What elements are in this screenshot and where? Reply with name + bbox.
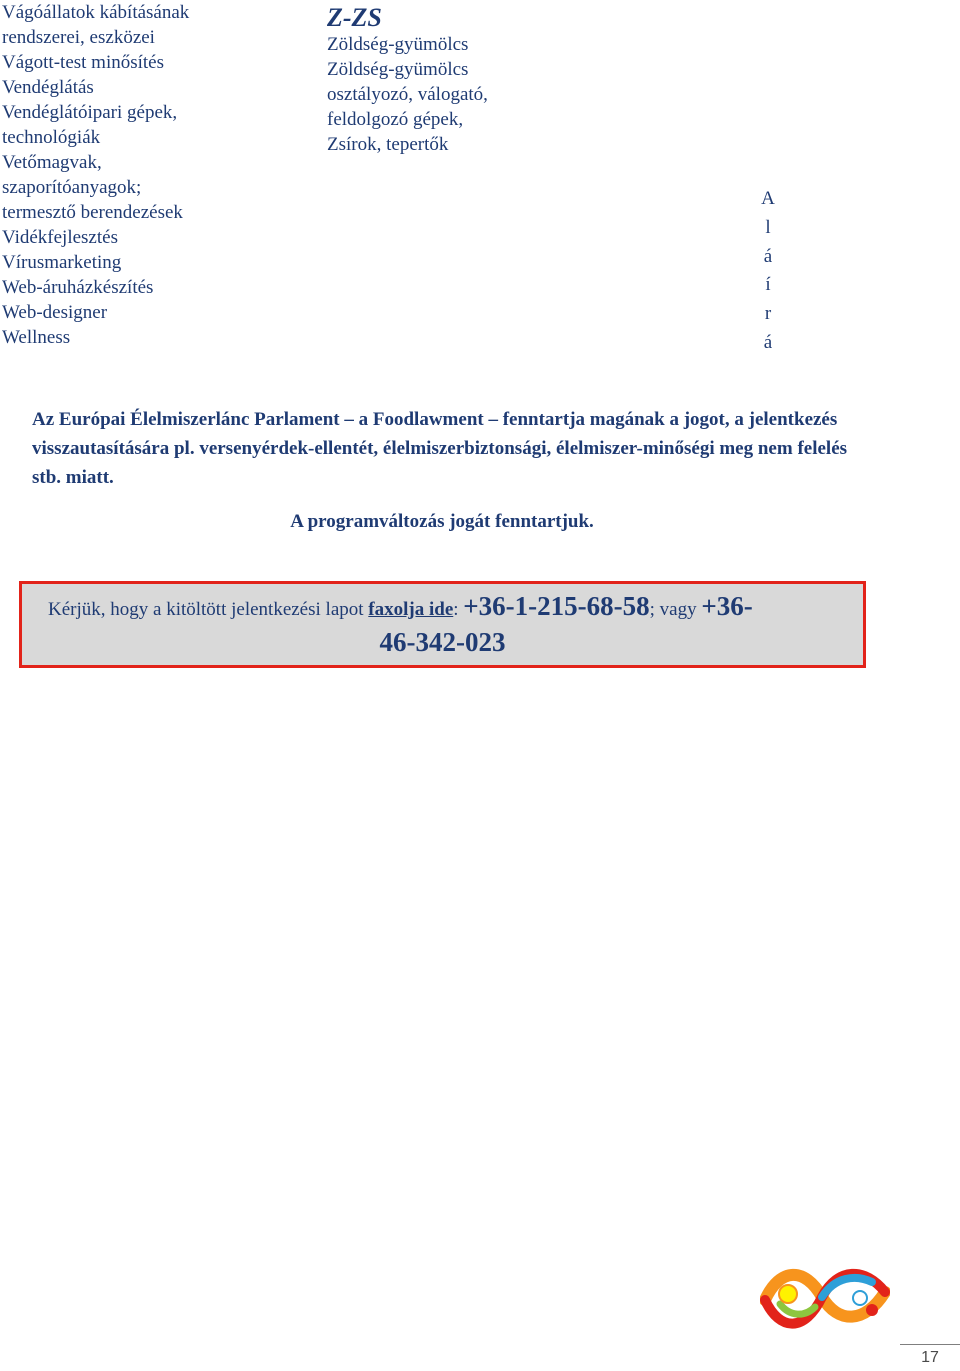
list-item: Vágóállatok kábításának bbox=[2, 2, 190, 23]
fax-number-2-start: +36- bbox=[701, 591, 753, 621]
fax-prefix: Kérjük, hogy a kitöltött jelentkezési lapot bbox=[48, 599, 369, 620]
vertical-letter: l bbox=[765, 216, 771, 238]
list-item: technológiák bbox=[2, 127, 101, 148]
list-item: Web-designer bbox=[2, 302, 108, 323]
list-item: Vágott-test minősítés bbox=[2, 52, 165, 73]
vertical-letter: á bbox=[763, 245, 773, 267]
foodlawment-logo bbox=[760, 1262, 890, 1332]
program-change-notice: A programváltozás jogát fenntartjuk. bbox=[290, 511, 594, 532]
list-item: Vetőmagvak, bbox=[2, 152, 102, 173]
fax-separator: ; vagy bbox=[649, 599, 702, 620]
fax-number-2-end: 46-342-023 bbox=[379, 627, 506, 657]
vertical-letter: á bbox=[763, 331, 773, 353]
topic-list-left bbox=[2, 0, 302, 350]
fax-line-1 bbox=[48, 587, 753, 629]
reservation-notice: Az Európai Élelmiszerlánc Parlament – a Foodlawment – fenntartja magának a jogot, a jelentkezés visszautasítására pl. versenyérdek-ellentét, élelmiszerbiztonsági, élelmiszer-minőségi meg nem felelés stb. miatt. bbox=[32, 409, 848, 488]
topic-list-mid bbox=[327, 2, 627, 157]
list-item: osztályozó, válogató, bbox=[327, 84, 488, 105]
vertical-signature-text bbox=[758, 185, 778, 358]
list-item: Vírusmarketing bbox=[2, 252, 122, 273]
list-item: Wellness bbox=[2, 327, 71, 348]
vertical-letter: A bbox=[761, 188, 775, 209]
list-item: termesztő berendezések bbox=[2, 202, 183, 223]
list-item: Zöldség-gyümölcs bbox=[327, 59, 469, 80]
fax-colon: : bbox=[453, 599, 464, 620]
list-item: feldolgozó gépek, bbox=[327, 109, 464, 130]
fax-number-1: +36-1-215-68-58 bbox=[463, 591, 650, 621]
section-heading: Z-ZS bbox=[327, 3, 382, 32]
list-item: Vidékfejlesztés bbox=[2, 227, 118, 248]
vertical-letter: í bbox=[765, 274, 771, 296]
page-number: 17 bbox=[900, 1344, 960, 1367]
list-item: Web-áruházkészítés bbox=[2, 277, 154, 298]
fax-info-box bbox=[19, 581, 866, 668]
list-item: Vendéglátóipari gépek, bbox=[2, 102, 178, 123]
vertical-letter: r bbox=[764, 303, 772, 325]
list-item: Vendéglátás bbox=[2, 77, 94, 98]
list-item: Zöldség-gyümölcs bbox=[327, 34, 469, 55]
fax-link[interactable]: faxolja ide bbox=[368, 599, 454, 620]
list-item: rendszerei, eszközei bbox=[2, 27, 155, 48]
list-item: szaporítóanyagok; bbox=[2, 177, 142, 198]
list-item: Zsírok, tepertők bbox=[327, 134, 449, 155]
